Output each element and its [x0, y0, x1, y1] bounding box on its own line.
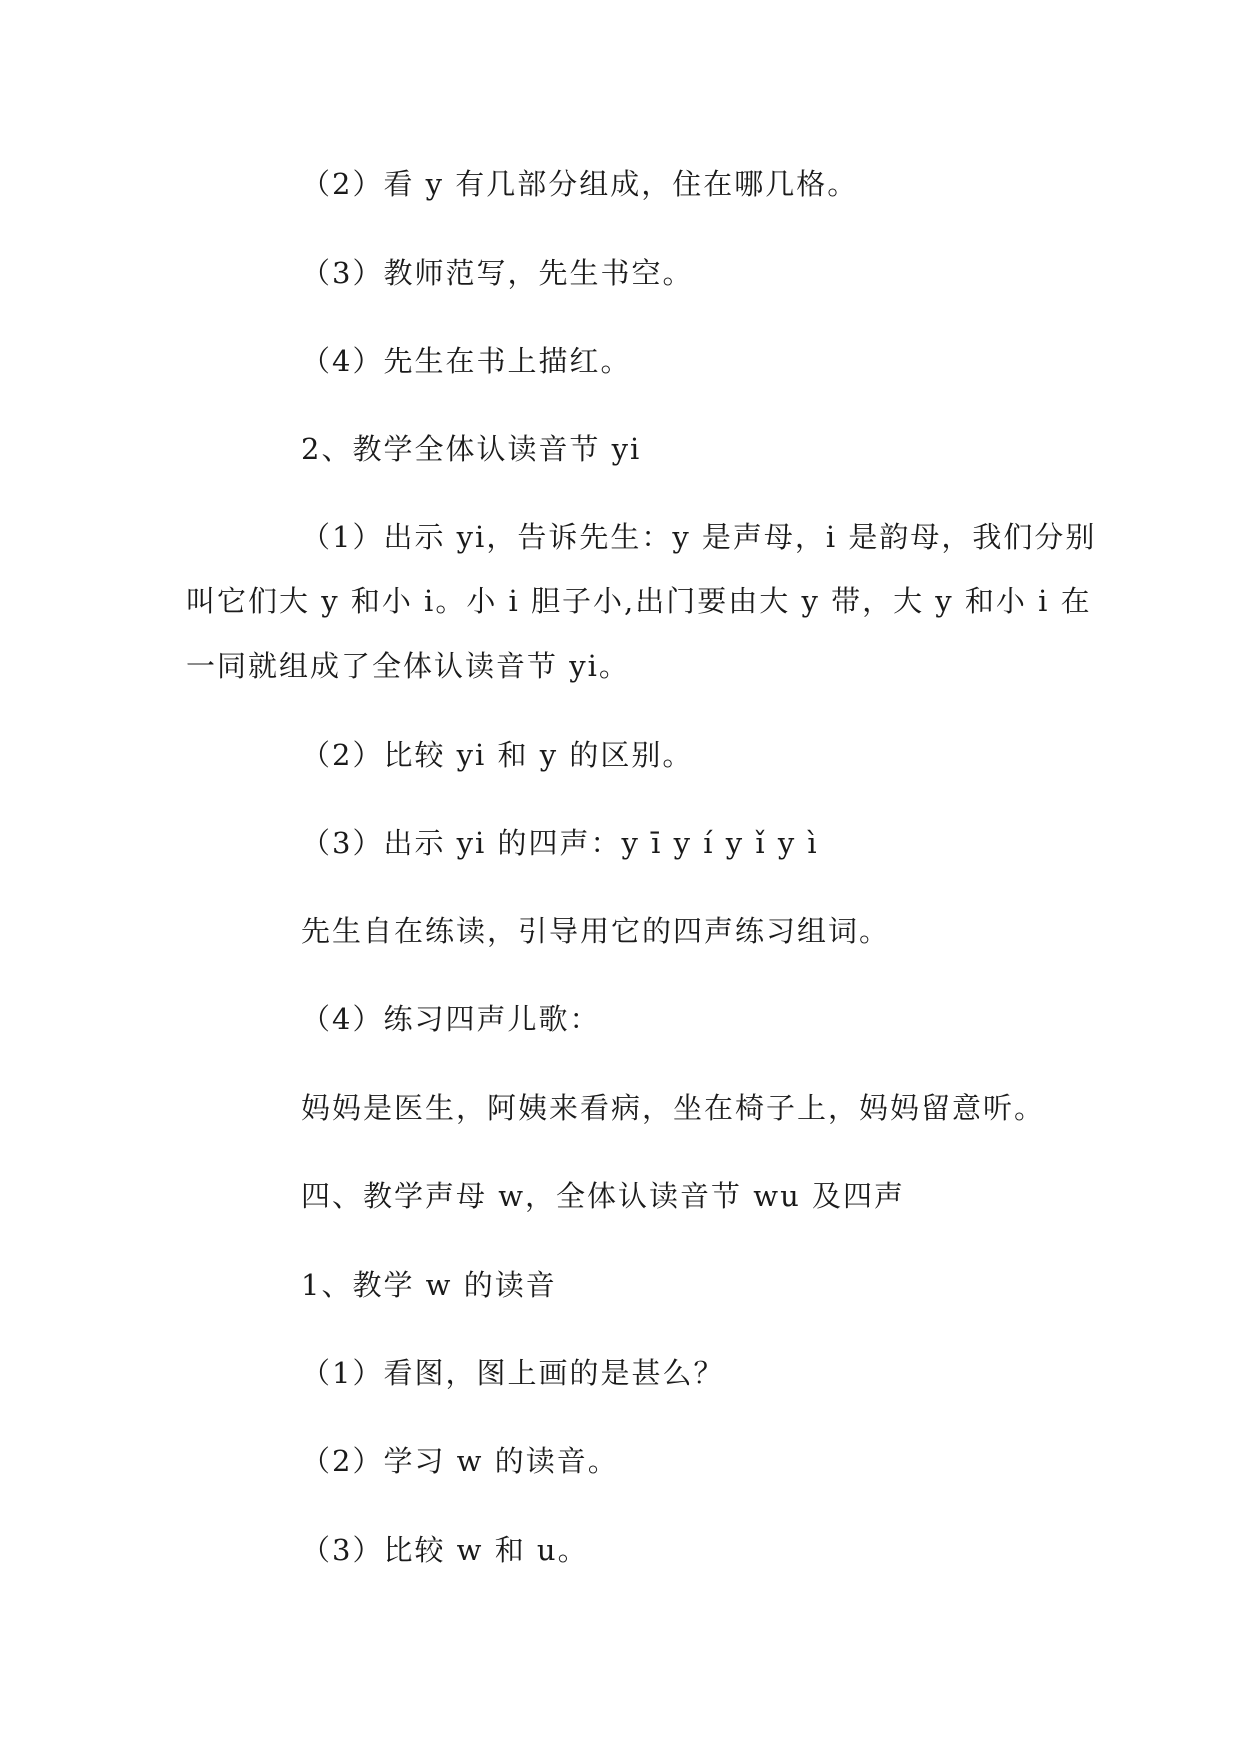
- text-line-6: 叫它们大 y 和小 i。小 i 胆子小,出门要由大 y 带，大 y 和小 i 在: [186, 584, 1092, 618]
- text-line-9: （3）出示 yi 的四声：y ī y í y ǐ y ì: [301, 826, 819, 860]
- text-line-5: （1）出示 yi，告诉先生：y 是声母，i 是韵母，我们分别: [301, 520, 1097, 554]
- text-line-3: （4）先生在书上描红。: [301, 344, 632, 378]
- text-line-1: （2）看 y 有几部分组成，住在哪几格。: [301, 167, 859, 201]
- text-line-7: 一同就组成了全体认读音节 yi。: [186, 649, 630, 683]
- text-line-15: （1）看图，图上画的是甚么？: [301, 1356, 725, 1390]
- text-line-11: （4）练习四声儿歌：: [301, 1002, 601, 1036]
- text-line-2: （3）教师范写，先生书空。: [301, 256, 694, 290]
- section-heading-4: 四、教学声母 w，全体认读音节 wu 及四声: [301, 1179, 905, 1213]
- section-heading-2: 2、教学全体认读音节 yi: [301, 432, 642, 466]
- text-line-17: （3）比较 w 和 u。: [301, 1533, 589, 1567]
- text-line-10: 先生自在练读，引导用它的四声练习组词。: [301, 914, 891, 948]
- text-line-8: （2）比较 yi 和 y 的区别。: [301, 738, 694, 772]
- nursery-rhyme-line: 妈妈是医生，阿姨来看病，坐在椅子上，妈妈留意听。: [301, 1091, 1046, 1125]
- subsection-heading-1: 1、教学 w 的读音: [301, 1268, 557, 1302]
- text-line-16: （2）学习 w 的读音。: [301, 1444, 619, 1478]
